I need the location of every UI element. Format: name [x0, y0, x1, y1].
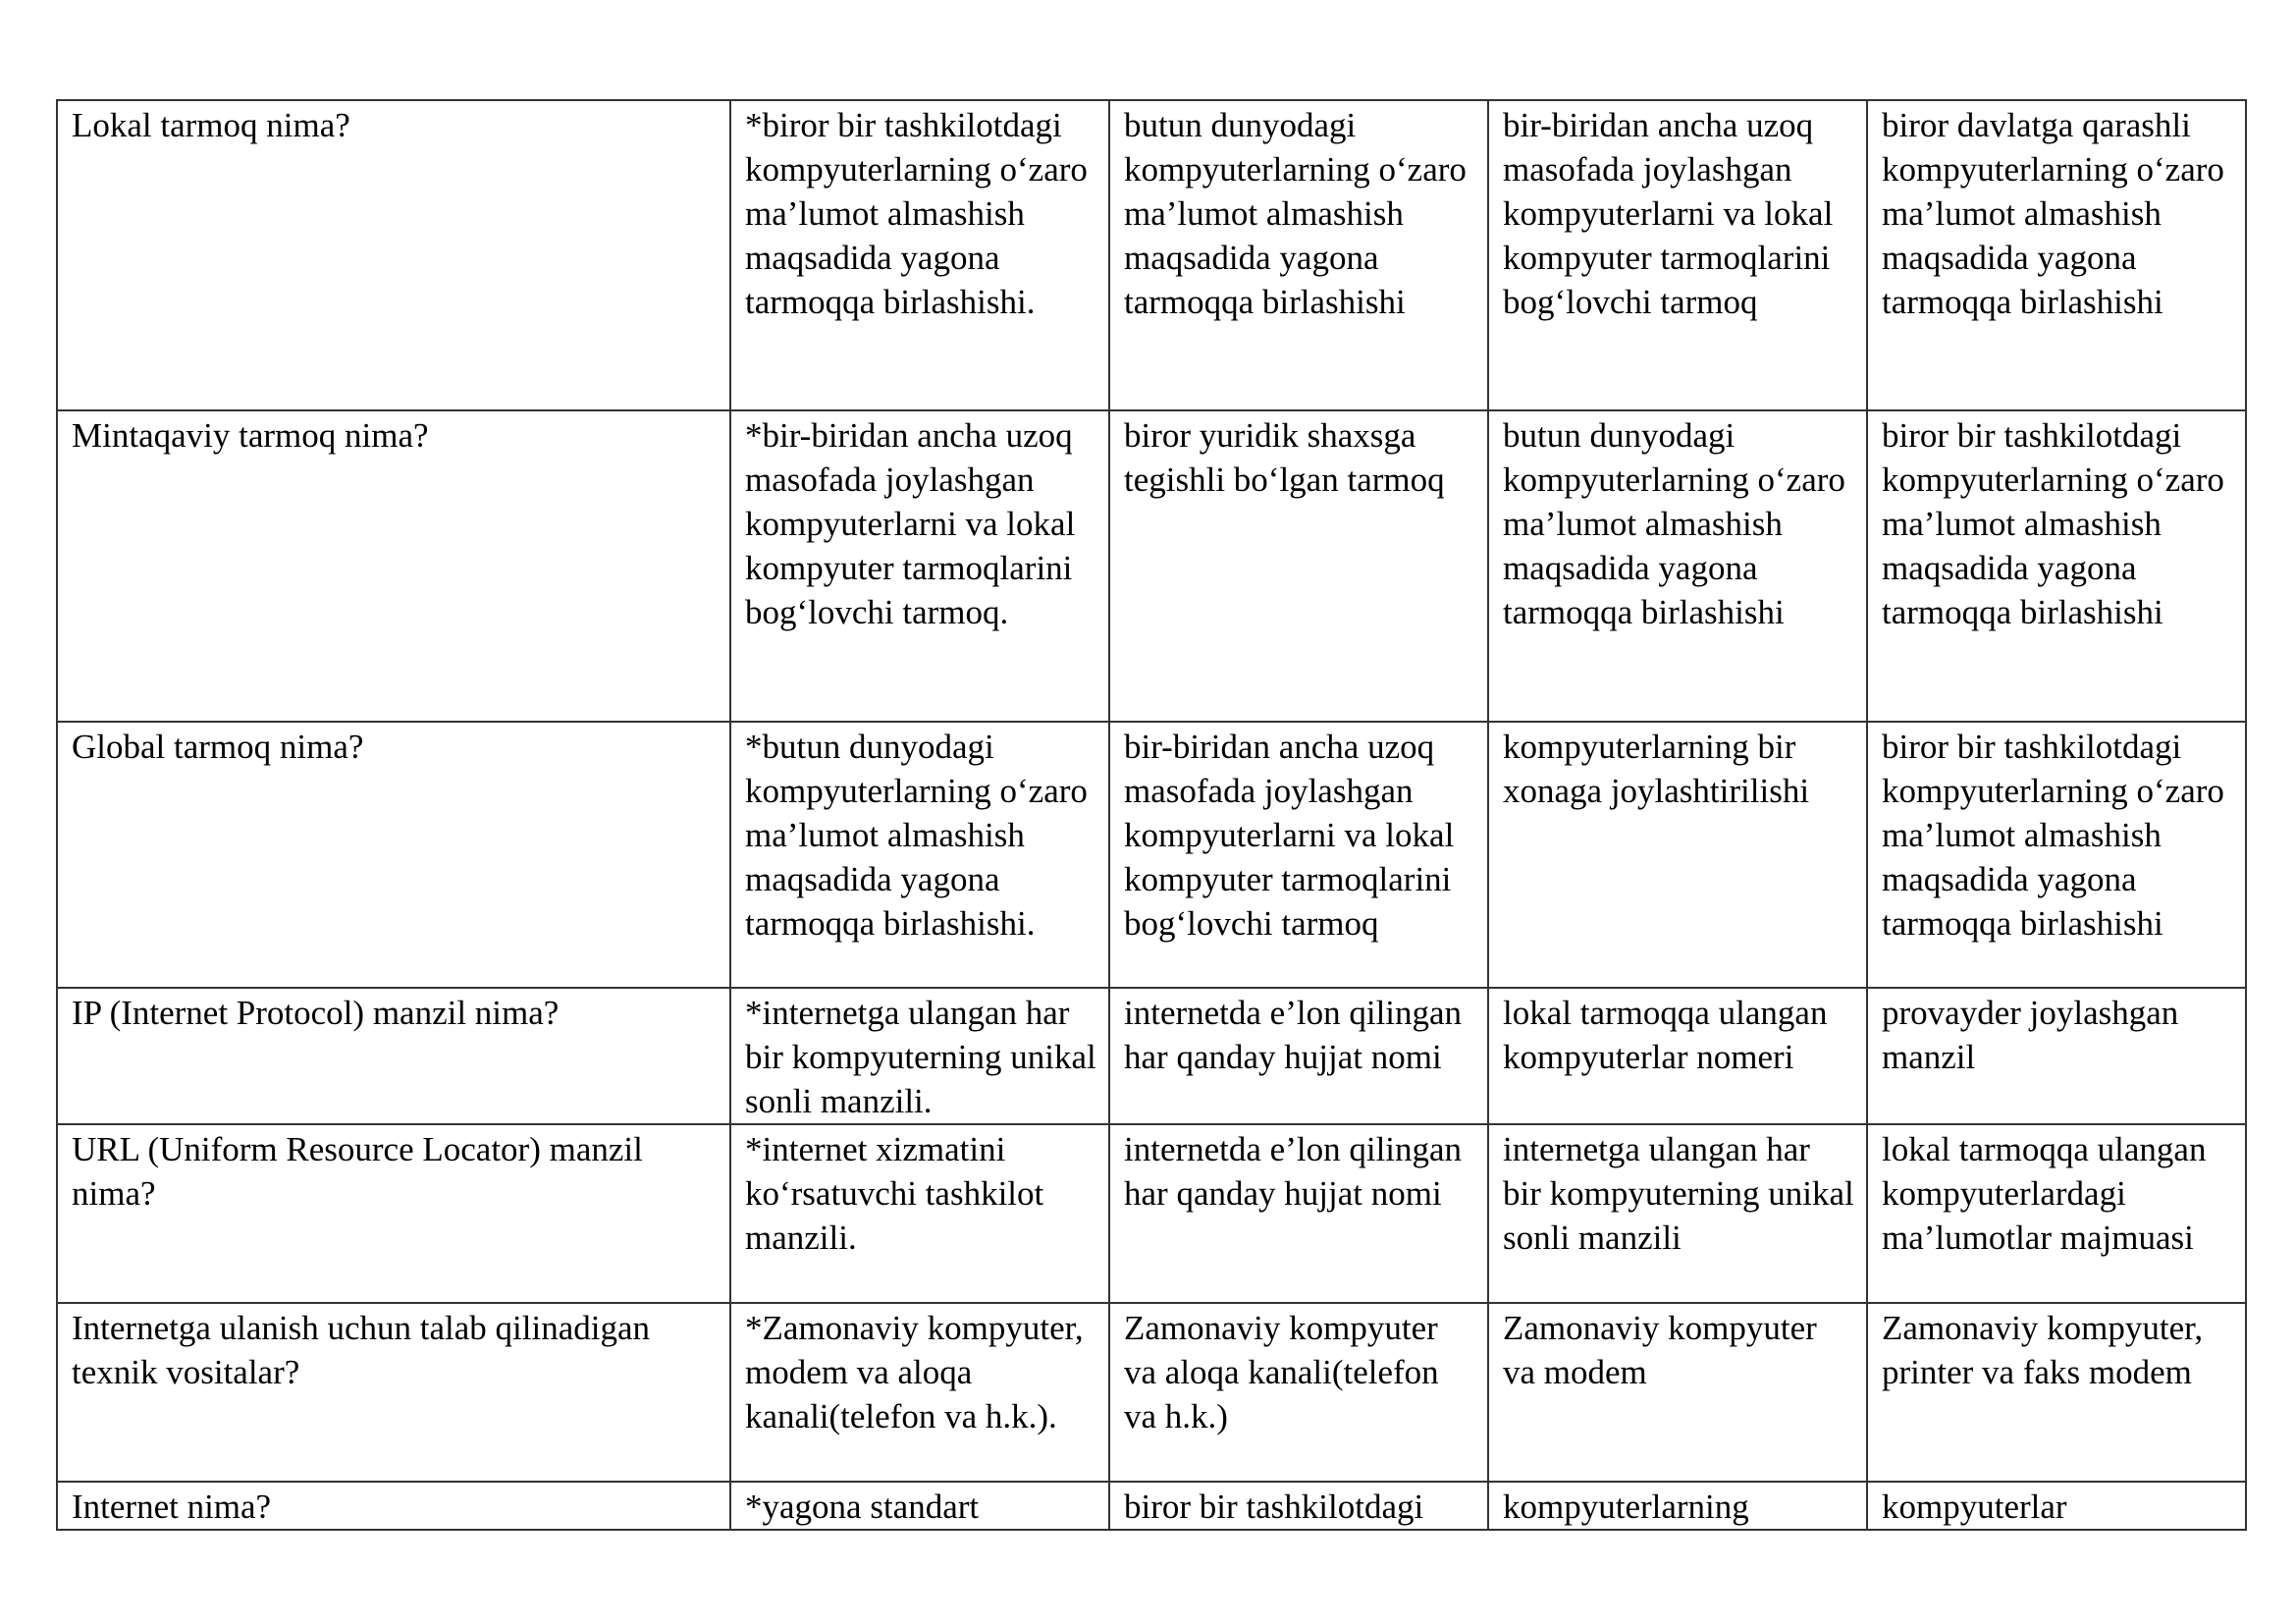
answer-text: biror yuridik shaxsga tegishli bo‘lgan tarmoq: [1124, 416, 1445, 499]
answer-cell: [1488, 1482, 1867, 1530]
answer-text: Zamonaviy kompyuter, printer va faks modem: [1882, 1309, 2204, 1391]
answer-text: biror bir tashkilotdagi kompyuterlarning o‘zaro ma’lumot almashish maqsadida yagona tarmoqqa birlashishi: [1882, 728, 2224, 943]
answer-cell: [1867, 722, 2246, 988]
question-text: Global tarmoq nima?: [72, 728, 364, 766]
table-row: [57, 722, 2246, 988]
question-cell: [57, 100, 730, 410]
answer-cell: [1109, 410, 1488, 722]
question-text: Mintaqaviy tarmoq nima?: [72, 416, 429, 455]
answer-text: Zamonaviy kompyuter va modem: [1503, 1309, 1817, 1391]
answer-cell: [1109, 100, 1488, 410]
answer-text: lokal tarmoqqa ulangan kompyuterlar nomeri: [1503, 994, 1828, 1076]
answer-cell-correct: [730, 1482, 1109, 1530]
table-row: [57, 988, 2246, 1124]
question-text: Internetga ulanish uchun talab qilinadigan texnik vositalar?: [72, 1309, 650, 1391]
answer-cell: [1867, 410, 2246, 722]
answer-text: butun dunyodagi kompyuterlarning o‘zaro ma’lumot almashish maqsadida yagona tarmoqqa birlashishi: [1124, 106, 1467, 321]
answer-cell: [1109, 1482, 1488, 1530]
answer-text: *bir-biridan ancha uzoq masofada joylashgan kompyuterlarni va lokal kompyuter tarmoqlarini bog‘lovchi tarmoq.: [745, 416, 1076, 631]
answer-text: biror bir tashkilotdagi kompyuterlarning o‘zaro ma’lumot almashish maqsadida yagona tarmoqqa birlashishi: [1882, 416, 2224, 631]
answer-text: *Zamonaviy kompyuter, modem va aloqa kanali(telefon va h.k.).: [745, 1309, 1084, 1435]
answer-text: Zamonaviy kompyuter va aloqa kanali(telefon va h.k.): [1124, 1309, 1439, 1435]
answer-cell-correct: [730, 1303, 1109, 1482]
answer-text: bir-biridan ancha uzoq masofada joylashgan kompyuterlarni va lokal kompyuter tarmoqlarini bog‘lovchi tarmoq: [1124, 728, 1455, 943]
answer-text: biror bir tashkilotdagi: [1124, 1488, 1424, 1526]
answer-text: kompyuterlarning bir xonaga joylashtirilishi: [1503, 728, 1810, 810]
answer-text: *butun dunyodagi kompyuterlarning o‘zaro ma’lumot almashish maqsadida yagona tarmoqqa birlashishi.: [745, 728, 1088, 943]
answer-cell: [1488, 1303, 1867, 1482]
answer-cell: [1867, 100, 2246, 410]
question-text: IP (Internet Protocol) manzil nima?: [72, 994, 560, 1032]
answer-cell-correct: [730, 1124, 1109, 1303]
answer-cell-correct: [730, 988, 1109, 1124]
answer-text: kompyuterlar: [1882, 1488, 2067, 1526]
answer-cell: [1867, 1124, 2246, 1303]
answer-text: internetga ulangan har bir kompyuterning unikal sonli manzili: [1503, 1130, 1854, 1257]
answer-cell: [1109, 1124, 1488, 1303]
table-row: [57, 1124, 2246, 1303]
answer-text: *internet xizmatini ko‘rsatuvchi tashkilot manzili.: [745, 1130, 1044, 1257]
answer-cell: [1488, 722, 1867, 988]
answer-cell-correct: [730, 410, 1109, 722]
answer-text: butun dunyodagi kompyuterlarning o‘zaro ma’lumot almashish maqsadida yagona tarmoqqa birlashishi: [1503, 416, 1845, 631]
question-cell: [57, 1124, 730, 1303]
answer-cell-correct: [730, 100, 1109, 410]
answer-text: internetda e’lon qilingan har qanday hujjat nomi: [1124, 994, 1463, 1076]
table-row: [57, 410, 2246, 722]
answer-text: *biror bir tashkilotdagi kompyuterlarning o‘zaro ma’lumot almashish maqsadida yagona tarmoqqa birlashishi.: [745, 106, 1088, 321]
answer-cell: [1488, 1124, 1867, 1303]
answer-text: internetda e’lon qilingan har qanday hujjat nomi: [1124, 1130, 1463, 1213]
question-cell: [57, 1482, 730, 1530]
answer-text: lokal tarmoqqa ulangan kompyuterlardagi ma’lumotlar majmuasi: [1882, 1130, 2207, 1257]
answer-text: biror davlatga qarashli kompyuterlarning o‘zaro ma’lumot almashish maqsadida yagona tarmoqqa birlashishi: [1882, 106, 2224, 321]
answer-cell: [1109, 722, 1488, 988]
answer-cell: [1109, 1303, 1488, 1482]
question-cell: [57, 722, 730, 988]
question-cell: [57, 1303, 730, 1482]
answer-cell: [1488, 100, 1867, 410]
question-cell: [57, 410, 730, 722]
table-row: [57, 100, 2246, 410]
answer-cell: [1488, 988, 1867, 1124]
answer-cell: [1867, 1303, 2246, 1482]
answer-cell: [1488, 410, 1867, 722]
table-row: [57, 1303, 2246, 1482]
table-row: [57, 1482, 2246, 1530]
answer-cell: [1867, 1482, 2246, 1530]
answer-text: *internetga ulangan har bir kompyuterning unikal sonli manzili.: [745, 994, 1096, 1120]
answer-cell: [1109, 988, 1488, 1124]
quiz-table: [56, 99, 2247, 1531]
question-text: URL (Uniform Resource Locator) manzil nima?: [72, 1130, 643, 1213]
question-text: Internet nima?: [72, 1488, 272, 1526]
answer-cell-correct: [730, 722, 1109, 988]
question-cell: [57, 988, 730, 1124]
answer-text: provayder joylashgan manzil: [1882, 994, 2179, 1076]
answer-text: *yagona standart: [745, 1488, 980, 1526]
answer-text: kompyuterlarning: [1503, 1488, 1749, 1526]
answer-cell: [1867, 988, 2246, 1124]
answer-text: bir-biridan ancha uzoq masofada joylashgan kompyuterlarni va lokal kompyuter tarmoqlarini bog‘lovchi tarmoq: [1503, 106, 1834, 321]
question-text: Lokal tarmoq nima?: [72, 106, 350, 144]
